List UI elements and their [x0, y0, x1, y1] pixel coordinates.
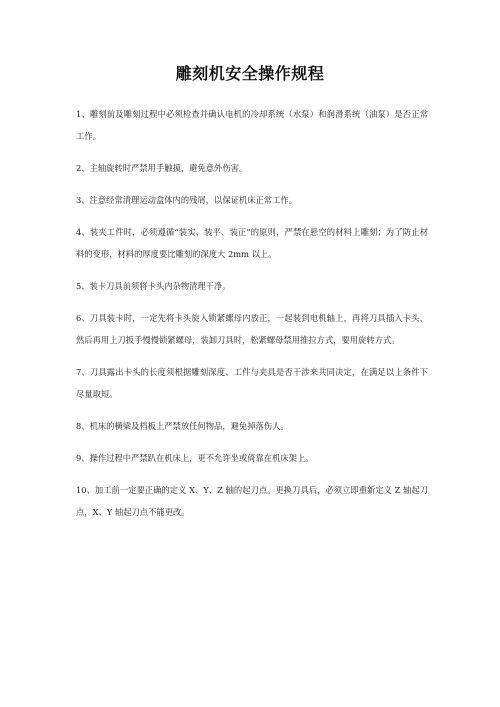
rule-item: 3、注意经常清理运动盒体内的残屑，以保证机床正常工作。 [76, 195, 297, 205]
rule-item: 2、主轴旋转时严禁用手触摸，避免意外伤害。 [76, 163, 248, 173]
rule-item: 6、刀具装卡时，一定先将卡头旋入锁紧螺母内放正，一起装到电机轴上，再将刀具插入卡头，然后再用上刀扳手慢慢锁紧螺母，装卸刀具时，松紧螺母禁用推拉方式，要用旋转方式。 [76, 313, 428, 345]
rule-item: 8、机床的横梁及档板上严禁放任何物品，避免掉落伤人。 [76, 421, 289, 431]
rule-item: 7、刀具露出卡头的长度须根据雕刻深度、工件与夹具是否干涉来共同决定，在满足以上条件下尽量取短。 [76, 367, 428, 399]
rules-list [76, 103, 428, 533]
rule-item: 9、操作过程中严禁趴在机床上，更不允许坐或倚靠在机床架上。 [76, 453, 314, 463]
rule-item: 10、加工前一定要正确的定义 X、Y、Z 轴的起刀点。更换刀具后，必须立即重新定义 Z 轴起刀点，X、Y 轴起刀点不能更改。 [76, 485, 428, 517]
rule-item: 4、装夹工件时，必须遵循“装实、装平、装正”的原则，严禁在悬空的材料上雕刻；为了防止材料的变形，材料的厚度要比雕刻的深度大 2mm 以上。 [76, 227, 428, 259]
document-title: 雕刻机安全操作规程 [175, 64, 325, 83]
rule-item: 1、雕刻前及雕刻过程中必须检查并确认电机的冷却系统（水泵）和润滑系统（油泵）是否正常工作。 [76, 109, 428, 141]
rule-item: 5、装卡刀具前须将卡头内杂物清理干净。 [76, 281, 231, 291]
